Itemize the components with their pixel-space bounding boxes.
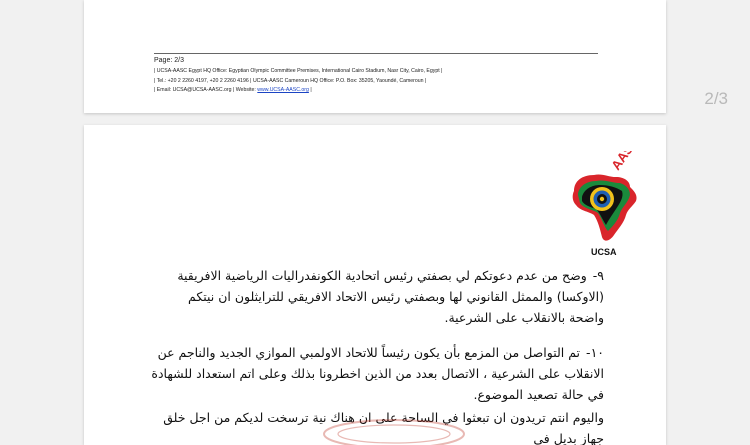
previous-page [84, 0, 666, 113]
paragraph-text: واليوم انتم تريدون ان تبعثوا في الساحة على ان هناك نية ترسخت لديكم من اجل خلق جهاز بديل في [163, 410, 604, 445]
website-link[interactable]: www.UCSA-AASC.org [257, 87, 309, 93]
footer-divider [154, 53, 598, 54]
ucsa-aasc-logo [560, 151, 650, 257]
footer-email: | Email: UCSA@UCSA-AASC.org | Website: [154, 87, 258, 93]
logo-bottom-text: UCSA [591, 247, 617, 257]
page-indicator: 2/3 [704, 89, 728, 108]
logo-top-text: AASC [608, 151, 642, 173]
paragraph-number: ٩- [592, 268, 604, 283]
footer-page-number: Page: 2/3 [154, 57, 184, 64]
footer-line-address: | UCSA-AASC Egypt HQ Office: Egyptian Olympic Committee Premises, International Cairo Stadium, Nasr City, Cairo, Egypt | [154, 68, 443, 74]
paragraph-item-9 [150, 265, 604, 328]
current-page [84, 125, 666, 445]
footer-line-phone: | Tel.: +20 2 2260 4197, +20 2 2260 4196 | UCSA-AASC Cameroun HQ Office: P.O. Box: 35205, Yaoundé, Cameroun | [154, 77, 427, 84]
footer-line-end: | [308, 87, 312, 93]
footer-contact [154, 67, 443, 96]
watermark-stamp [314, 410, 474, 445]
paragraph-number: ١٠- [586, 345, 604, 360]
paragraph-text: وضح من عدم دعوتكم لي بصفتي رئيس اتحادية الكونفدراليات الرياضية الافريقية (الاوكسا) والممثل القانوني لها وبصفتي رئيس الاتحاد الافريقي للترايثلون ان نيتكم واضحة بالانقلاب على الشرعية. [177, 268, 604, 325]
paragraph-text: تم التواصل من المزمع بأن يكون رئيساً للاتحاد الاولمبي الموازي الجديد والناجم عن الانقلاب على الشرعية ، الاتصال بعدد من الذين اخطرونا بذلك وعلى اتم استعداد للشهادة في حالة تصعيد الموضوع. [151, 345, 604, 402]
paragraph-item-10 [150, 342, 604, 405]
footer-line-web [154, 86, 443, 96]
